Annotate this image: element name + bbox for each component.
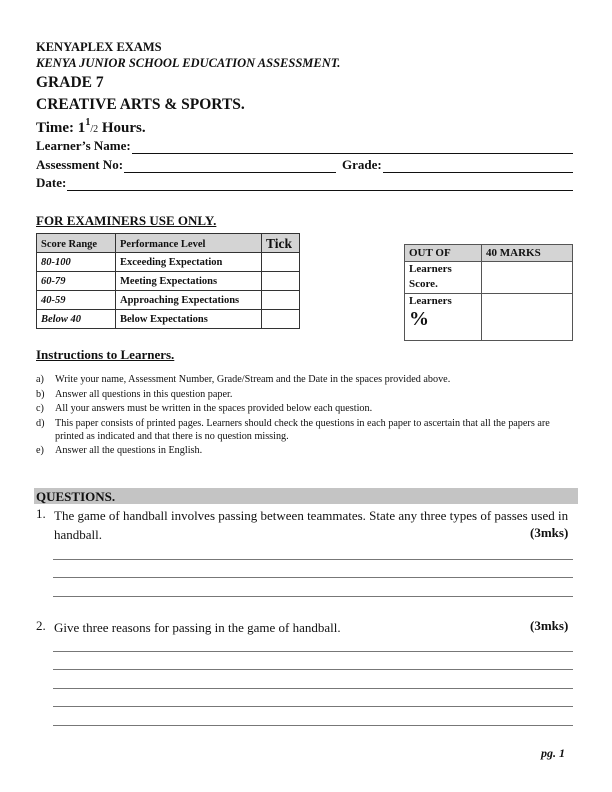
time-suffix: Hours.	[98, 120, 146, 136]
instruction-label: d)	[36, 417, 45, 429]
answer-line[interactable]	[53, 596, 573, 597]
time-half: /2	[90, 124, 99, 135]
table-row	[37, 272, 300, 291]
column-header: Tick	[262, 234, 300, 253]
instruction-label: c)	[36, 403, 44, 414]
grade-label: Grade:	[342, 157, 382, 172]
percent-value[interactable]	[482, 294, 573, 341]
grade-field	[342, 157, 573, 173]
instructions-title: Instructions to Learners.	[36, 347, 175, 362]
answer-line[interactable]	[53, 706, 573, 707]
percent-label-text: Learners	[409, 295, 452, 307]
date-label: Date:	[36, 175, 67, 190]
subject-heading: CREATIVE ARTS & SPORTS.	[36, 96, 245, 113]
column-header: Performance Level	[116, 234, 262, 253]
instruction-text: Write your name, Assessment Number, Grade/Stream and the Date in the spaces provided above.	[55, 374, 451, 385]
performance-level: Meeting Expectations	[116, 272, 262, 291]
instruction-label: e)	[36, 445, 44, 456]
instruction-item	[36, 444, 576, 457]
page-number: pg. 1	[541, 746, 565, 760]
score-row	[405, 262, 573, 294]
instruction-text: This paper consists of printed pages. Learners should check the questions in each paper to ascertain that all the papers are printed as indicated and that there is no question missing.	[55, 417, 550, 442]
grade-heading: GRADE 7	[36, 74, 104, 91]
tick-cell[interactable]	[262, 310, 300, 329]
performance-level: Below Expectations	[116, 310, 262, 329]
answer-line[interactable]	[53, 669, 573, 670]
performance-table	[36, 233, 300, 329]
instruction-label: b)	[36, 388, 45, 400]
organization-name: KENYAPLEX EXAMS	[36, 40, 162, 54]
instruction-label: a)	[36, 374, 44, 385]
performance-level: Exceeding Expectation	[116, 253, 262, 272]
learner-name-input[interactable]	[132, 141, 573, 154]
score-label	[405, 262, 482, 294]
answer-line[interactable]	[53, 651, 573, 652]
question-text: The game of handball involves passing between teammates. State any three types of passes used in handball.	[54, 508, 569, 542]
marks-header-row	[405, 245, 573, 262]
time-allowed: Time: $1^1/2$ Hours.	[36, 117, 146, 136]
instruction-text: Answer all questions in this question paper.	[55, 388, 233, 400]
out-of-label: OUT OF	[405, 245, 482, 262]
instructions-list	[36, 373, 576, 459]
date-field	[36, 175, 573, 191]
assessment-no-label: Assessment No:	[36, 157, 124, 172]
question-number: 1.	[36, 506, 46, 521]
tick-cell[interactable]	[262, 272, 300, 291]
answer-line[interactable]	[53, 559, 573, 560]
table-row	[37, 291, 300, 310]
instruction-item	[36, 388, 576, 401]
assessment-no-field	[36, 157, 336, 173]
answer-line[interactable]	[53, 725, 573, 726]
percent-label	[405, 294, 482, 341]
questions-banner	[34, 488, 578, 504]
instruction-text: All your answers must be written in the spaces provided below each question.	[55, 403, 373, 414]
date-input[interactable]	[67, 178, 573, 191]
percent-icon: %	[409, 308, 429, 330]
grade-input[interactable]	[383, 160, 573, 173]
learner-name-field	[36, 138, 573, 154]
score-range: 60-79	[37, 272, 116, 291]
table-header-row	[37, 234, 300, 253]
learner-name-label: Learner’s Name:	[36, 138, 131, 153]
question-marks: (3mks)	[530, 618, 569, 633]
instruction-item	[36, 402, 576, 415]
time-sup: 1	[85, 117, 91, 128]
performance-level: Approaching Expectations	[116, 291, 262, 310]
question-number: 2.	[36, 618, 46, 633]
question-text: Give three reasons for passing in the game of handball.	[54, 620, 341, 635]
instruction-text: Answer all the questions in English.	[55, 445, 203, 456]
score-label-line1: Learners	[409, 263, 452, 275]
percent-row	[405, 294, 573, 341]
instruction-item	[36, 417, 576, 443]
answer-line[interactable]	[53, 688, 573, 689]
tick-cell[interactable]	[262, 291, 300, 310]
question-marks: (3mks)	[530, 525, 569, 540]
assessment-title: KENYA JUNIOR SCHOOL EDUCATION ASSESSMENT.	[36, 56, 341, 70]
score-value[interactable]	[482, 262, 573, 294]
assessment-no-input[interactable]	[124, 160, 336, 173]
answer-line[interactable]	[53, 577, 573, 578]
questions-title: QUESTIONS.	[36, 489, 116, 504]
total-marks: 40 MARKS	[482, 245, 573, 262]
tick-cell[interactable]	[262, 253, 300, 272]
examiners-title: FOR EXAMINERS USE ONLY.	[36, 213, 217, 228]
marks-table	[404, 244, 573, 341]
score-range: Below 40	[37, 310, 116, 329]
score-range: 80-100	[37, 253, 116, 272]
column-header: Score Range	[37, 234, 116, 253]
instruction-item	[36, 373, 576, 386]
table-row	[37, 253, 300, 272]
table-row	[37, 310, 300, 329]
score-range: 40-59	[37, 291, 116, 310]
score-label-line2: Score.	[409, 278, 438, 290]
